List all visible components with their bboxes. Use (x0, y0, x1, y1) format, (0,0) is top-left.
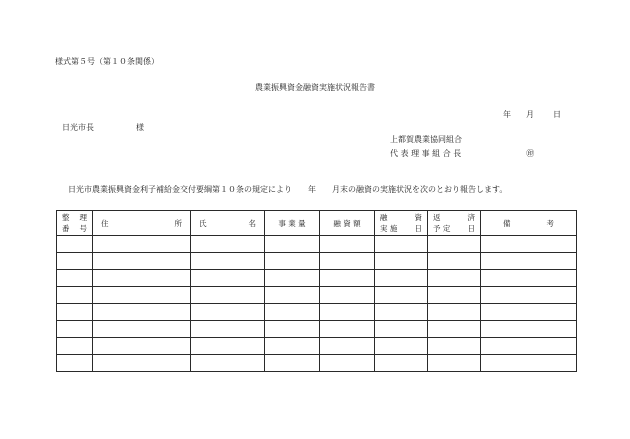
table-cell[interactable] (265, 338, 320, 355)
table-row (57, 270, 577, 287)
report-statement: 日光市農業振興資金利子補給金交付要綱第１０条の規定により 年 月末の融資の実施状況を次のとおり報告します。 (68, 185, 508, 194)
date-month-label: 月 (526, 110, 534, 119)
table-cell[interactable] (320, 253, 375, 270)
table-body (57, 236, 577, 372)
loan-report-table (56, 210, 577, 372)
table-cell[interactable] (191, 287, 265, 304)
col-header-address: 住 所 (93, 211, 191, 236)
table-cell[interactable] (93, 270, 191, 287)
table-cell[interactable] (191, 321, 265, 338)
table-cell[interactable] (375, 321, 428, 338)
table-cell[interactable] (320, 321, 375, 338)
addressee (62, 123, 144, 133)
table-cell[interactable] (481, 321, 577, 338)
table-row (57, 253, 577, 270)
table-header-row (57, 211, 577, 236)
addressee-honorific: 様 (136, 123, 144, 132)
table-cell[interactable] (93, 236, 191, 253)
table-cell[interactable] (57, 304, 93, 321)
table-cell[interactable] (428, 304, 481, 321)
table-cell[interactable] (93, 304, 191, 321)
table-cell[interactable] (265, 270, 320, 287)
table-cell[interactable] (57, 236, 93, 253)
table-cell[interactable] (428, 287, 481, 304)
col-header-loan-amount: 融 資 額 (320, 211, 375, 236)
table-cell[interactable] (93, 253, 191, 270)
table-cell[interactable] (57, 321, 93, 338)
col-header-repayment-date: 返 済 予 定 日 (428, 211, 481, 236)
table-cell[interactable] (320, 304, 375, 321)
table-cell[interactable] (481, 236, 577, 253)
date-day-label: 日 (553, 110, 561, 119)
table-row (57, 321, 577, 338)
table-cell[interactable] (481, 270, 577, 287)
table-cell[interactable] (265, 321, 320, 338)
table-row (57, 355, 577, 372)
table-cell[interactable] (481, 287, 577, 304)
table-cell[interactable] (428, 321, 481, 338)
table-cell[interactable] (375, 338, 428, 355)
table-cell[interactable] (191, 270, 265, 287)
table-cell[interactable] (191, 253, 265, 270)
table-cell[interactable] (191, 236, 265, 253)
table-row (57, 338, 577, 355)
table-cell[interactable] (428, 338, 481, 355)
table-cell[interactable] (191, 304, 265, 321)
table-cell[interactable] (191, 338, 265, 355)
table-cell[interactable] (93, 287, 191, 304)
issuer-organization: 上都賀農業協同組合 (390, 135, 462, 144)
date-year-label: 年 (503, 110, 511, 119)
table-cell[interactable] (481, 253, 577, 270)
table-cell[interactable] (375, 270, 428, 287)
table-cell[interactable] (481, 355, 577, 372)
table-cell[interactable] (320, 287, 375, 304)
table-cell[interactable] (265, 253, 320, 270)
table-cell[interactable] (428, 270, 481, 287)
table-cell[interactable] (57, 253, 93, 270)
representative-title: 代 表 理 事 組 合 長 (390, 149, 462, 158)
table-cell[interactable] (375, 287, 428, 304)
table-cell[interactable] (320, 270, 375, 287)
table-cell[interactable] (375, 253, 428, 270)
table-row (57, 304, 577, 321)
table-cell[interactable] (428, 236, 481, 253)
col-header-serial-number: 整 理 番 号 (57, 211, 93, 236)
table-row (57, 287, 577, 304)
table-cell[interactable] (191, 355, 265, 372)
table-cell[interactable] (320, 236, 375, 253)
document-title: 農業振興資金融資実施状況報告書 (255, 83, 375, 92)
table-cell[interactable] (57, 338, 93, 355)
col-header-loan-date: 融 資 実 施 日 (375, 211, 428, 236)
form-number: 様式第５号（第１０条関係） (55, 57, 159, 66)
table-cell[interactable] (375, 355, 428, 372)
table-cell[interactable] (320, 338, 375, 355)
table-cell[interactable] (57, 355, 93, 372)
table-cell[interactable] (481, 338, 577, 355)
table-cell[interactable] (320, 355, 375, 372)
table-row (57, 236, 577, 253)
issuer-representative (390, 149, 534, 159)
col-header-business-volume: 事 業 量 (265, 211, 320, 236)
table-cell[interactable] (265, 355, 320, 372)
addressee-name: 日光市長 (62, 123, 94, 132)
table-cell[interactable] (375, 304, 428, 321)
table-cell[interactable] (265, 304, 320, 321)
table-cell[interactable] (428, 355, 481, 372)
table-cell[interactable] (57, 270, 93, 287)
table-cell[interactable] (57, 287, 93, 304)
table-cell[interactable] (93, 355, 191, 372)
col-header-name: 氏 名 (191, 211, 265, 236)
col-header-remarks: 備 考 (481, 211, 577, 236)
table-cell[interactable] (428, 253, 481, 270)
table-cell[interactable] (93, 338, 191, 355)
table-cell[interactable] (375, 236, 428, 253)
table-cell[interactable] (93, 321, 191, 338)
table-cell[interactable] (265, 236, 320, 253)
table-cell[interactable] (481, 304, 577, 321)
seal-mark: ㊞ (526, 149, 535, 158)
table-cell[interactable] (265, 287, 320, 304)
